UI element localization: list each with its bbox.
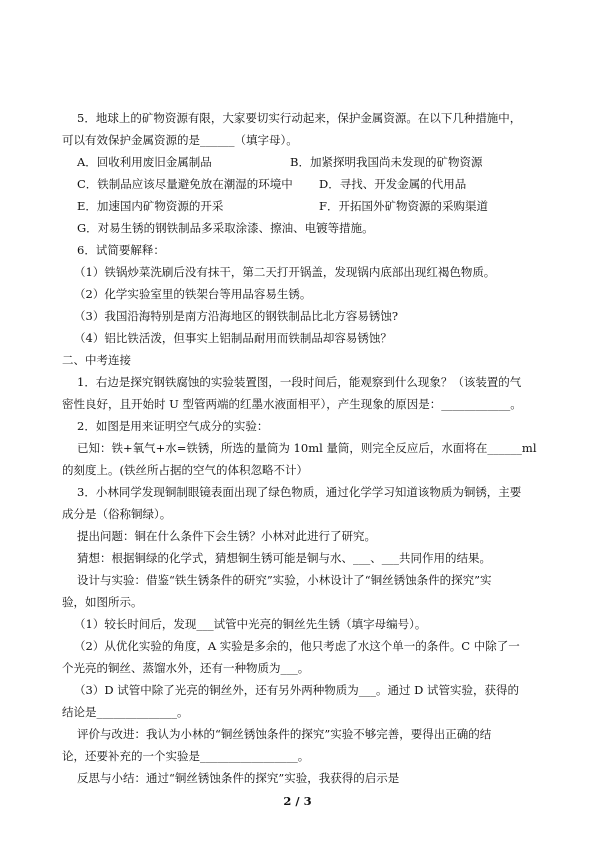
q6-heading: 6．试简要解释：: [77, 243, 165, 257]
exam-q3-sub-1: （1）较长时间后，发现___试管中光亮的铜丝先生锈（填字母编号）。: [74, 617, 427, 631]
q5-option-f: F．开拓国外矿物资源的采购渠道: [319, 199, 488, 213]
q6-item-2: （2）化学实验室里的铁架台等用品容易生锈。: [74, 287, 312, 301]
q6-item-4: （4）铝比铁活泼，但事实上铝制品耐用而铁制品却容易锈蚀？: [74, 331, 392, 345]
q6-item-3: （3）我国沿海特别是南方沿海地区的钢铁制品比北方容易锈蚀?: [74, 309, 398, 323]
q5-option-a: A．回收利用废旧金属制品: [77, 155, 212, 169]
exam-q3-line-1: 3．小林同学发现铜制眼镜表面出现了绿色物质，通过化学学习知道该物质为铜锈，主要: [77, 485, 522, 499]
exam-q2-line-1: 2．如图是用来证明空气成分的实验：: [77, 419, 269, 433]
exam-q3-hypothesis: 猜想：根据铜绿的化学式，猜想铜生锈可能是铜与水、___、___共同作用的结果。: [77, 551, 491, 565]
section-heading: 二、中考连接: [62, 353, 131, 367]
exam-q3-sub-2-line-2: 个光亮的铜丝、蒸馏水外，还有一种物质为___。: [62, 661, 310, 675]
q5-option-c: C．铁制品应该尽量避免放在潮湿的环境中: [77, 177, 293, 191]
q5-line-2: 可以有效保护金属资源的是______（填字母）。: [62, 133, 298, 147]
exam-q3-line-2: 成分是（俗称铜绿）。: [62, 507, 172, 521]
exam-q3-sub-3-line-1: （3）D 试管中除了光亮的铜丝外，还有另外两种物质为___。通过 D 试管实验，获得的: [74, 683, 519, 697]
q5-option-e: E．加速国内矿物资源的开采: [77, 199, 224, 213]
exam-q3-design-1: 设计与实验：借鉴“铁生锈条件的研究”实验，小林设计了“铜丝锈蚀条件的探究”实: [77, 573, 492, 587]
exam-q3-eval-line-2: 论，还要补充的一个实验是_________________。: [62, 749, 310, 763]
exam-q3-sub-2-line-1: （2）从优化实验的角度，A 实验是多余的，他只考虑了水这个单一的条件。C 中除了一: [74, 639, 520, 653]
q5-option-d: D．寻找、开发金属的代用品: [319, 177, 467, 191]
exam-q3-design-2: 验，如图所示。: [62, 595, 143, 609]
q6-item-1: （1）铁锅炒菜洗刷后没有抹干，第二天打开锅盖，发现锅内底部出现红褐色物质。: [74, 265, 496, 279]
exam-q3-reflection: 反思与小结：通过“铜丝锈蚀条件的探究”实验，我获得的启示是: [77, 771, 400, 785]
page-number: 2 / 3: [283, 794, 312, 808]
exam-q1-line-2: 密性良好，且开始时 U 型管两端的红墨水液面相平），产生现象的原因是：____________。: [62, 397, 522, 411]
q5-line-1: 5．地球上的矿物资源有限，大家要切实行动起来，保护金属资源。在以下几种措施中，: [77, 111, 522, 125]
exam-q3-eval-line-1: 评价与改进：我认为小林的“铜丝锈蚀条件的探究”实验不够完善，要得出正确的结: [77, 727, 492, 741]
exam-q1-line-1: 1．右边是探究钢铁腐蚀的实验装置图，一段时间后，能观察到什么现象？（该装置的气: [77, 375, 522, 389]
exam-q3-sub-3-line-2: 结论是______________。: [62, 705, 189, 719]
exam-q2-line-3: 的刻度上。(铁丝所占据的空气的体积忽略不计）: [62, 463, 308, 477]
q5-option-g: G．对易生锈的钢铁制品多采取涂漆、擦油、电镀等措施。: [77, 221, 374, 235]
q5-option-b: B．加紧探明我国尚未发现的矿物资源: [290, 155, 483, 169]
exam-q3-question: 提出问题：铜在什么条件下会生锈？小林对此进行了研究。: [77, 529, 376, 543]
exam-q2-line-2: 已知：铁+氧气+水=铁锈，所选的量筒为 10ml 量筒，则完全反应后，水面将在______ml: [77, 441, 537, 455]
